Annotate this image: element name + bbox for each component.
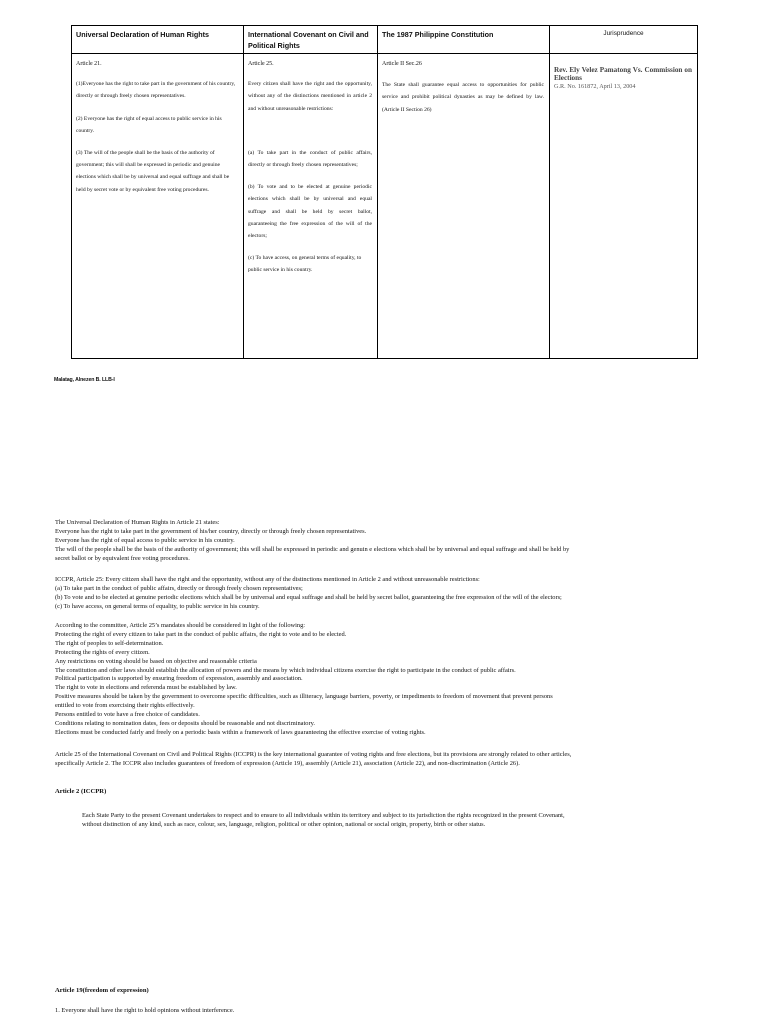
iccpr-para-b: (b) To vote and to be elected at genuine periodic elections which shall be by universal and equal suffrage and shall be held by secret ballot, guaranteeing the free expression of the will of the electors;	[248, 184, 372, 240]
text-line: The Universal Declaration of Human Rights in Article 21 states:	[55, 519, 220, 526]
text-line: (a) To take part in the conduct of public affairs, directly or through freely chosen representatives;	[55, 584, 303, 592]
constitution-article-label: Article II Sec.26	[382, 61, 422, 67]
jurisprudence-citation: G.R. No. 161872, April 13, 2004	[554, 82, 636, 90]
text-line: specifically Article 2. The ICCPR also includes guarantees of freedom of expression (Article 19), assembly (Article 21), association (Article 22), and non-discrimination (Article 26).	[55, 759, 520, 767]
text-line: The right to vote in elections and referenda must be established by law.	[55, 684, 237, 692]
udhr-section	[55, 519, 715, 564]
table-row	[72, 54, 698, 359]
text-line: Everyone has the right to take part in the government of his/her country, directly or through freely chosen representatives.	[55, 527, 367, 535]
jurisprudence-case: Rev. Ely Velez Pamatong Vs. Commission on Elections	[554, 66, 692, 83]
text-line: ICCPR, Article 25: Every citizen shall have the right and the opportunity, without any of the distinctions mentioned in Article 2 and without unreasonable restrictions:	[55, 576, 480, 583]
table-header-row	[72, 26, 698, 54]
text-line: The right of peoples to self-determination.	[55, 639, 164, 647]
header-iccpr: International Covenant on Civil and Political Rights	[244, 26, 378, 54]
udhr-para-1: (1)Everyone has the right to take part in the government of his country, directly or through freely chosen representatives.	[76, 81, 236, 100]
text-line: Persons entitled to vote have a free choice of candidates.	[55, 711, 200, 719]
header-constitution: The 1987 Philippine Constitution	[378, 26, 550, 54]
text-line: The constitution and other laws should establish the allocation of powers and the means by which individual citizens exercise the right to participate in the conduct of public affairs.	[55, 666, 516, 674]
text-line: Article 25 of the International Covenant on Civil and Political Rights (ICCPR) is the key international guarantee of voting rights and free elections, but its provisions are strongly related to other articles,	[55, 751, 572, 758]
text-line: Each State Party to the present Covenant undertakes to respect and to ensure to all individuals within its territory and subject to its jurisdiction the rights recognized in the present Covenant,	[82, 812, 565, 819]
header-jurisprudence: Jurisprudence	[550, 26, 698, 54]
udhr-para-2: (2) Everyone has the right of equal access to public service in his country.	[76, 115, 222, 134]
article19-heading: Article 19(freedom of expression)	[55, 987, 149, 994]
author-name: Malatag, Alnezen B. LLB-I	[54, 377, 115, 383]
text-line: Political participation is supported by ensuring freedom of expression, assembly and association.	[55, 675, 303, 683]
text-line: Protecting the right of every citizen to take part in the conduct of public affairs, the right to vote and to be elected.	[55, 630, 347, 638]
text-line: Any restrictions on voting should be based on objective and reasonable criteria	[55, 657, 257, 665]
text-line: (b) To vote and to be elected at genuine periodic elections which shall be by universal and equal suffrage and shall be held by secret ballot, guaranteeing the free expression of the will of the electors;	[55, 593, 562, 601]
text-line: (c) To have access, on general terms of equality, to public service in his country.	[55, 602, 260, 610]
udhr-para-3: (3) The will of the people shall be the basis of the authority of government; this will shall be expressed in periodic and genuine elections which shall be by universal and equal suffrage and shall be held by secret vote or by equivalent free voting procedures.	[76, 150, 230, 193]
article2-heading: Article 2 (ICCPR)	[55, 788, 107, 795]
cell-constitution	[378, 54, 550, 359]
iccpr-section	[55, 576, 715, 612]
text-line: According to the committee, Article 25’s mandates should be considered in light of the following:	[55, 622, 306, 629]
text-line: Elections must be conducted fairly and freely on a periodic basis within a framework of laws guaranteeing the effective exercise of voting rights.	[55, 728, 426, 736]
iccpr-para-intro: Every citizen shall have the right and the opportunity, without any of the distinctions mentioned in article 2 and without unreasonable restrictions:	[248, 81, 372, 112]
constitution-text: The State shall guarantee equal access to opportunities for public service and prohibit political dynasties as may be defined by law. (Article II Section 26)	[382, 82, 544, 113]
iccpr-para-a: (a) To take part in the conduct of public affairs, directly or through freely chosen representatives;	[248, 149, 372, 169]
text-line: entitled to vote from exercising their rights effectively.	[55, 702, 195, 710]
article19-line-1: 1. Everyone shall have the right to hold opinions without interference.	[55, 1007, 235, 1014]
text-line: secret ballot or by equivalent free voting procedures.	[55, 554, 190, 562]
comparison-table	[71, 25, 698, 359]
cell-udhr	[72, 54, 244, 359]
iccpr-para-c: (c) To have access, on general terms of equality, to public service in his country.	[248, 255, 362, 274]
text-line: Everyone has the right of equal access to public service in his country.	[55, 536, 235, 544]
article2-text	[82, 812, 722, 830]
cell-jurisprudence	[550, 54, 698, 359]
udhr-article-label: Article 21.	[76, 61, 102, 67]
text-line: Positive measures should be taken by the government to overcome specific difficulties, such as illiteracy, language barriers, poverty, or impediments to freedom of movement that prevent persons	[55, 693, 553, 701]
text-line: Conditions relating to nomination dates, fees or deposits should be reasonable and not discriminatory.	[55, 719, 315, 727]
text-line: The will of the people shall be the basis of the authority of government; this will shall be expressed in periodic and genuin e elections which shall be by universal and equal suffrage and shall be held by	[55, 545, 570, 553]
header-udhr: Universal Declaration of Human Rights	[72, 26, 244, 54]
committee-section	[55, 622, 715, 738]
text-line: Protecting the rights of every citizen.	[55, 648, 150, 656]
guarantee-section	[55, 751, 715, 769]
cell-iccpr	[244, 54, 378, 359]
text-line: without distinction of any kind, such as race, colour, sex, language, religion, political or other opinion, national or social origin, property, birth or other status.	[82, 820, 486, 828]
iccpr-article-label: Article 25.	[248, 61, 274, 67]
